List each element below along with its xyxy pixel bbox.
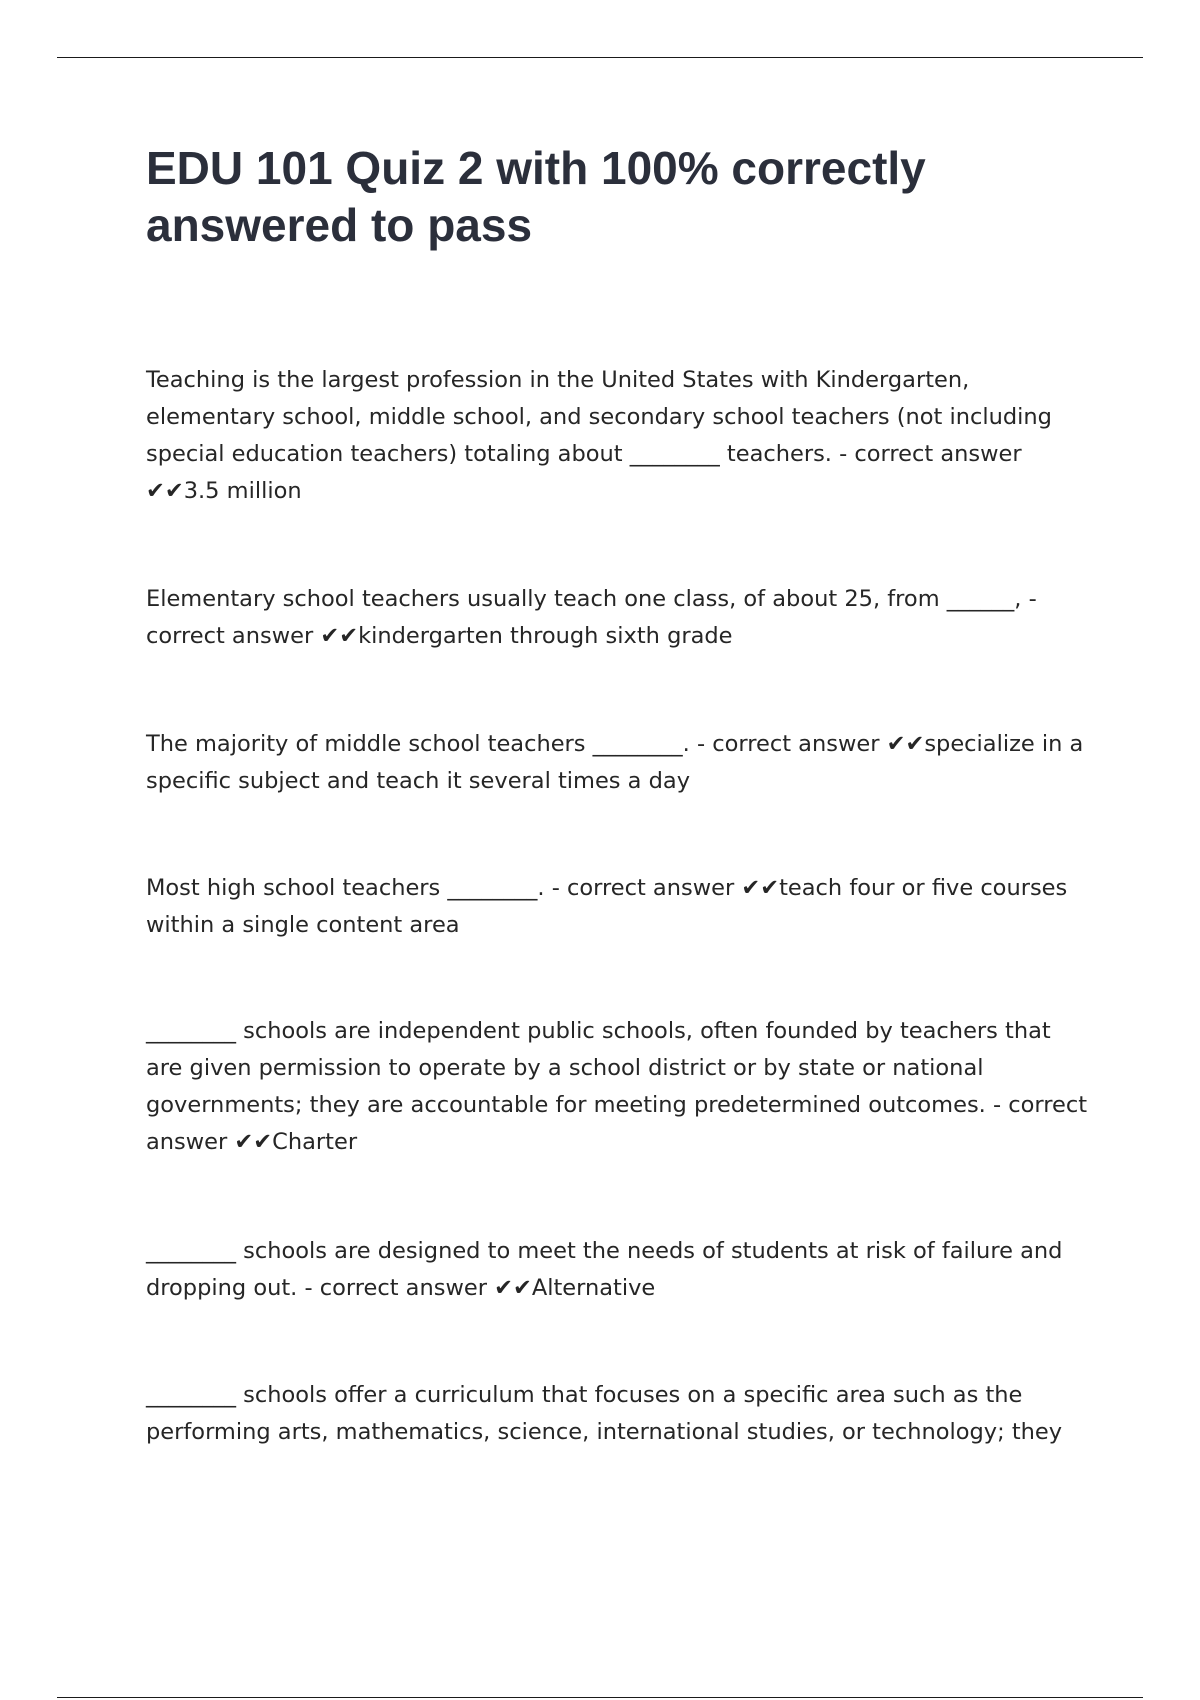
double-check-icon: ✔✔ bbox=[234, 1129, 273, 1155]
top-rule bbox=[57, 57, 1143, 58]
answer-separator: - correct answer bbox=[146, 586, 1037, 649]
double-check-icon: ✔✔ bbox=[886, 731, 925, 757]
qa-item-6 bbox=[146, 1233, 1091, 1307]
answer-separator: - correct answer bbox=[689, 731, 887, 757]
double-check-icon: ✔✔ bbox=[320, 623, 359, 649]
double-check-icon: ✔✔ bbox=[146, 478, 184, 504]
qa-item-7 bbox=[146, 1377, 1091, 1451]
question-text: ________ schools offer a curriculum that focuses on a specific area such as the performing arts, mathematics, science, international studies, or technology; they bbox=[146, 1382, 1063, 1445]
question-text: Most high school teachers ________. bbox=[146, 875, 545, 901]
question-text: ________ schools are independent public schools, often founded by teachers that are given permission to operate by a school district or by state or national governments; they are accountable for meeting predetermined outcomes. bbox=[146, 1018, 1051, 1118]
question-text: ________ schools are designed to meet the needs of students at risk of failure and dropping out. bbox=[146, 1238, 1063, 1301]
answer-text: 3.5 million bbox=[183, 478, 302, 504]
double-check-icon: ✔✔ bbox=[741, 875, 780, 901]
answer-text: Alternative bbox=[531, 1275, 656, 1301]
answer-separator: - correct answer bbox=[544, 875, 742, 901]
double-check-icon: ✔✔ bbox=[494, 1275, 532, 1301]
answer-text: kindergarten through sixth grade bbox=[358, 623, 733, 649]
answer-separator: - correct answer bbox=[831, 441, 1022, 467]
bottom-rule bbox=[57, 1697, 1143, 1698]
qa-item-4 bbox=[146, 870, 1091, 944]
answer-separator: - correct answer bbox=[146, 1092, 1088, 1155]
qa-item-2 bbox=[146, 581, 1091, 655]
qa-item-1 bbox=[146, 362, 1091, 510]
document-title: EDU 101 Quiz 2 with 100% correctly answered to pass bbox=[146, 142, 926, 251]
answer-separator: - correct answer bbox=[297, 1275, 495, 1301]
answer-text: specialize in a specific subject and teach it several times a day bbox=[146, 731, 1084, 794]
qa-item-3 bbox=[146, 726, 1091, 800]
qa-item-5 bbox=[146, 1013, 1091, 1161]
question-text: The majority of middle school teachers ________. bbox=[146, 731, 690, 757]
question-text: Elementary school teachers usually teach one class, of about 25, from ______, bbox=[146, 586, 1022, 612]
question-text: Teaching is the largest profession in the United States with Kindergarten, elementary school, middle school, and secondary school teachers (not including special education teachers) totaling about ________ teachers. bbox=[146, 367, 1052, 467]
answer-text: Charter bbox=[272, 1129, 358, 1155]
answer-text: teach four or five courses within a single content area bbox=[146, 875, 1068, 938]
